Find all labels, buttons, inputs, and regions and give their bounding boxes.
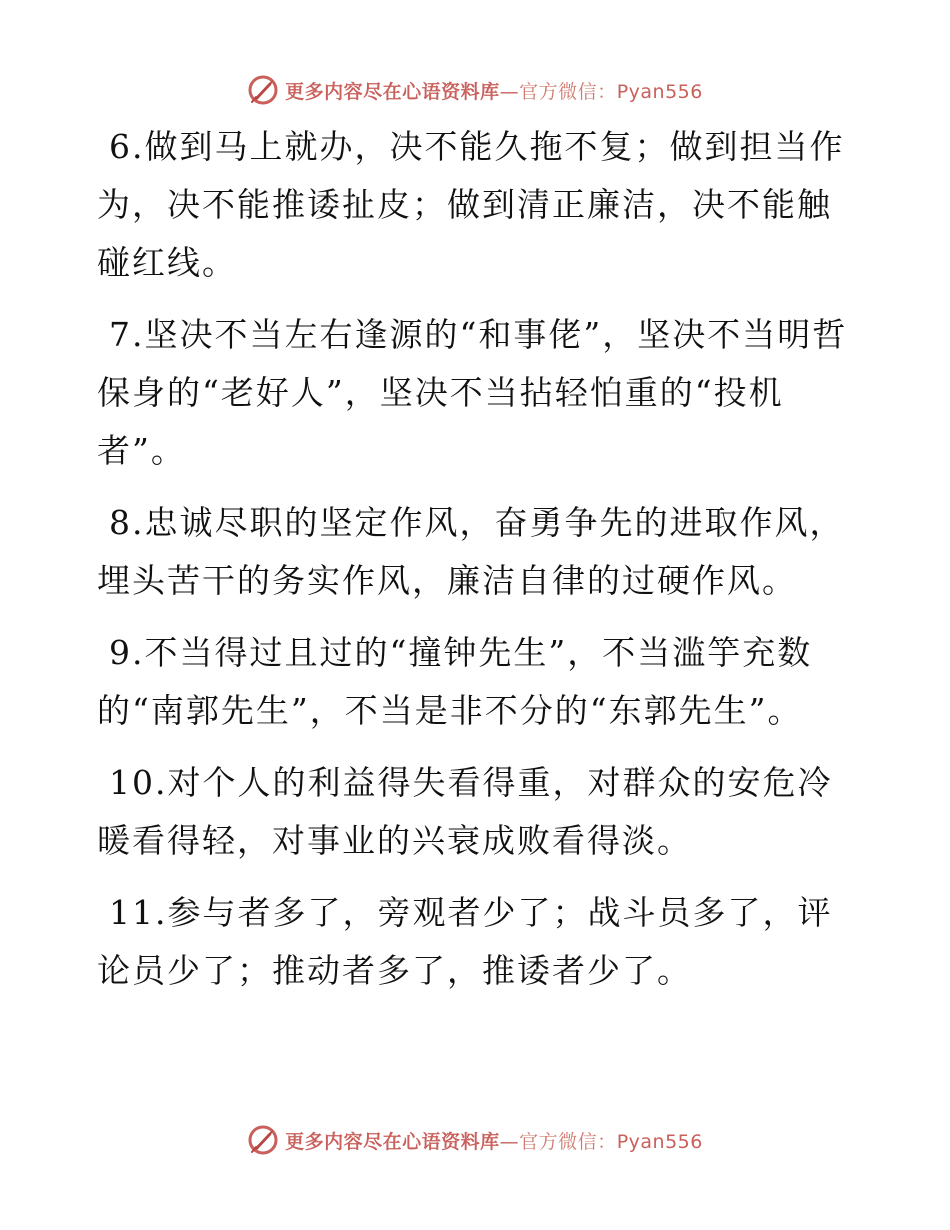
footer-brand-text: 更多内容尽在心语资料库	[285, 1130, 500, 1153]
list-item: 10.对个人的利益得失看得重，对群众的安危冷暖看得轻，对事业的兴衰成败看得淡。	[97, 763, 833, 860]
header-watermark	[0, 70, 950, 110]
header-watermark-text	[285, 77, 703, 104]
document-body	[97, 118, 857, 1014]
list-item: 8.忠诚尽职的坚定作风，奋勇争先的进取作风，埋头苦干的务实作风，廉洁自律的过硬作风。	[97, 503, 845, 600]
footer-wechat-label: 官方微信：	[519, 1130, 617, 1153]
list-item: 6.做到马上就办，决不能久拖不复；做到担当作为，决不能推诿扯皮；做到清正廉洁，决不能触碰红线。	[97, 127, 845, 282]
list-item: 7.坚决不当左右逢源的“和事佬”，坚决不当明哲保身的“老好人”，坚决不当拈轻怕重的“投机者”。	[97, 315, 848, 470]
footer-wechat-handle: Pyan556	[616, 1130, 703, 1153]
list-item: 9.不当得过且过的“撞钟先生”，不当滥竽充数的“南郭先生”，不当是非不分的“东郭先生”。	[97, 633, 813, 730]
header-separator: —	[499, 80, 520, 103]
footer-watermark	[0, 1120, 950, 1160]
quill-pen-logo-icon	[247, 1124, 279, 1156]
quill-pen-logo-icon	[247, 74, 279, 106]
header-wechat-label: 官方微信：	[519, 80, 617, 103]
footer-watermark-text	[285, 1127, 703, 1154]
footer-separator: —	[499, 1130, 520, 1153]
list-item: 11.参与者多了，旁观者少了；战斗员多了，评论员少了；推动者多了，推诿者少了。	[97, 893, 833, 990]
header-brand-text: 更多内容尽在心语资料库	[285, 80, 500, 103]
header-wechat-handle: Pyan556	[616, 80, 703, 103]
